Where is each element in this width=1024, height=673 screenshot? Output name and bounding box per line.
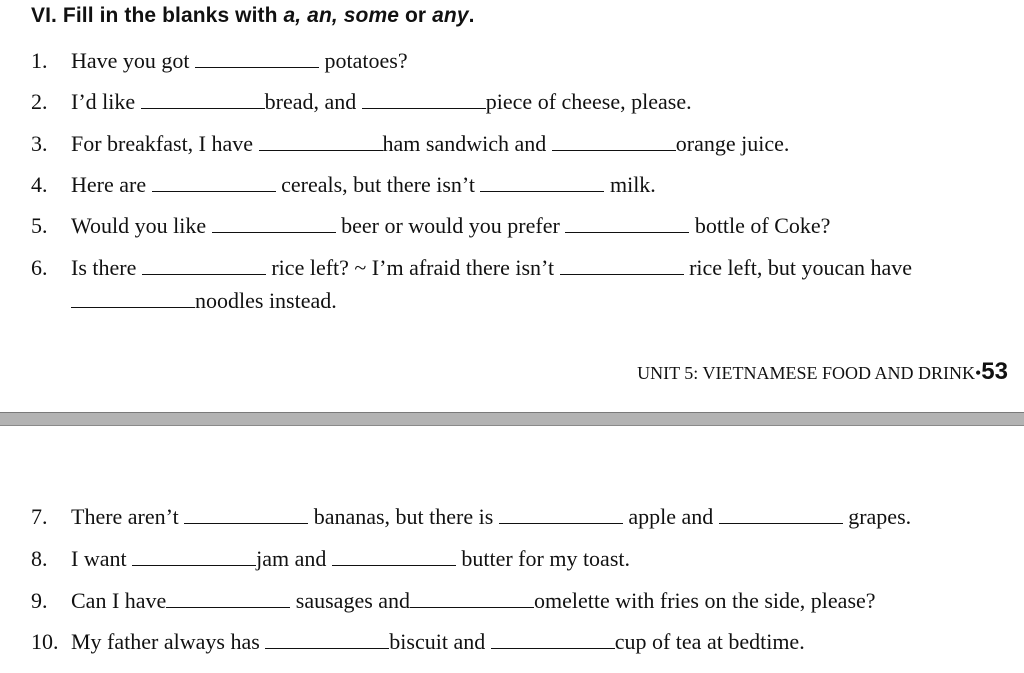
question-6: 6. Is there rice left? ~ I’m afraid there isn’t rice left, but youcan have (31, 255, 913, 280)
answer-blank[interactable] (152, 173, 276, 192)
question-number: 10. (31, 629, 59, 654)
answer-blank[interactable] (132, 547, 256, 566)
question-10: 10. My father always has biscuit and cup of tea at bedtime. (31, 629, 805, 654)
question-number: 2. (31, 89, 48, 114)
question-9: 9. Can I have sausages and omelette with fries on the side, please? (31, 588, 876, 613)
question-8: 8. I want jam and butter for my toast. (31, 546, 630, 571)
answer-blank[interactable] (332, 547, 456, 566)
question-number: 6. (31, 255, 48, 280)
question-number: 1. (31, 48, 48, 73)
answer-blank[interactable] (560, 256, 684, 275)
answer-blank[interactable] (184, 505, 308, 524)
page-separator (0, 412, 1024, 426)
answer-blank[interactable] (552, 132, 676, 151)
question-3: 3. For breakfast, I have ham sandwich and orange juice. (31, 131, 790, 156)
answer-blank[interactable] (719, 505, 843, 524)
answer-blank[interactable] (142, 256, 266, 275)
answer-blank[interactable] (362, 90, 486, 109)
answer-blank[interactable] (491, 630, 615, 649)
question-4: 4. Here are cereals, but there isn’t milk. (31, 172, 656, 197)
answer-blank[interactable] (259, 132, 383, 151)
answer-blank[interactable] (212, 214, 336, 233)
option-a: a (283, 4, 296, 27)
exercise-title: VI. Fill in the blanks with a, an, some or any. (31, 4, 475, 27)
question-number: 8. (31, 546, 48, 571)
answer-blank[interactable] (499, 505, 623, 524)
question-number: 7. (31, 504, 48, 529)
page-number: 53 (981, 358, 1008, 385)
answer-blank[interactable] (410, 589, 534, 608)
answer-blank[interactable] (195, 49, 319, 68)
unit-title: UNIT 5: VIETNAMESE FOOD AND DRINK (637, 363, 975, 383)
question-1: 1. Have you got potatoes? (31, 48, 408, 73)
question-number: 5. (31, 213, 48, 238)
question-7: 7. There aren’t bananas, but there is apple and grapes. (31, 504, 912, 529)
option-some: some (343, 4, 400, 27)
question-5: 5. Would you like beer or would you prefer bottle of Coke? (31, 213, 831, 238)
question-number: 4. (31, 172, 48, 197)
answer-blank[interactable] (166, 589, 290, 608)
question-number: 3. (31, 131, 48, 156)
question-2: 2. I’d like bread, and piece of cheese, please. (31, 89, 692, 114)
question-number: 9. (31, 588, 48, 613)
answer-blank[interactable] (265, 630, 389, 649)
answer-blank[interactable] (565, 214, 689, 233)
answer-blank[interactable] (141, 90, 265, 109)
page-footer: UNIT 5: VIETNAMESE FOOD AND DRINK•53 (637, 358, 1008, 385)
answer-blank[interactable] (71, 289, 195, 308)
answer-blank[interactable] (480, 173, 604, 192)
option-an: an (307, 4, 332, 27)
option-any: any (432, 4, 469, 27)
question-6-continued: noodles instead. (71, 288, 1024, 314)
